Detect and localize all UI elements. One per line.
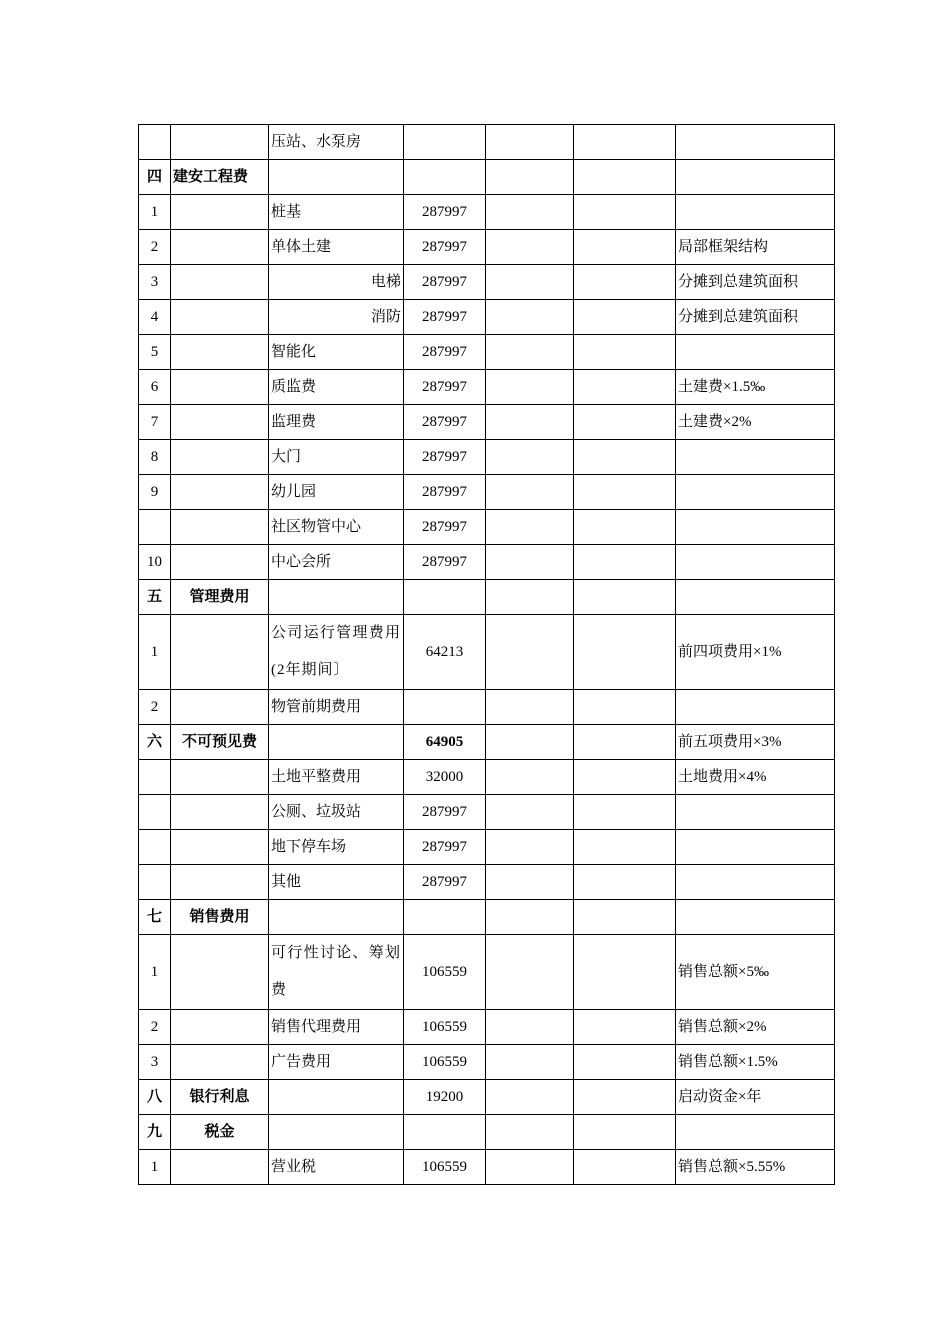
note-cell [676,830,835,865]
empty-cell [574,830,676,865]
item-name: 质监费 [269,370,404,405]
section-title: 税金 [171,1115,269,1150]
table-row [139,830,835,865]
section-title [171,690,269,725]
item-name: 可行性讨论、筹划费 [269,935,404,1010]
item-name: 单体土建 [269,230,404,265]
empty-cell [486,690,574,725]
note-cell [676,900,835,935]
note-cell [676,580,835,615]
item-name: 营业税 [269,1150,404,1185]
section-title [171,300,269,335]
empty-cell [486,830,574,865]
note-cell [676,125,835,160]
section-title [171,865,269,900]
row-index: 五 [139,580,171,615]
note-cell: 局部框架结构 [676,230,835,265]
amount-cell: 287997 [404,195,486,230]
note-cell: 前五项费用×3% [676,725,835,760]
empty-cell [574,865,676,900]
amount-cell: 32000 [404,760,486,795]
amount-cell [404,900,486,935]
row-index: 10 [139,545,171,580]
section-title [171,1150,269,1185]
section-title [171,935,269,1010]
table-row [139,440,835,475]
row-index [139,830,171,865]
section-title [171,1045,269,1080]
section-row [139,160,835,195]
note-cell: 土地费用×4% [676,760,835,795]
table-row [139,300,835,335]
empty-cell [574,690,676,725]
row-index: 1 [139,615,171,690]
section-title [171,830,269,865]
section-title [171,475,269,510]
amount-cell: 287997 [404,300,486,335]
item-name: 销售代理费用 [269,1010,404,1045]
row-index: 3 [139,1045,171,1080]
section-title [171,615,269,690]
amount-cell [404,1115,486,1150]
amount-cell: 287997 [404,335,486,370]
table-row [139,125,835,160]
empty-cell [486,370,574,405]
empty-cell [574,725,676,760]
empty-cell [486,760,574,795]
amount-cell: 287997 [404,475,486,510]
empty-cell [574,475,676,510]
row-index: 七 [139,900,171,935]
table-row [139,475,835,510]
row-index: 四 [139,160,171,195]
empty-cell [574,265,676,300]
empty-cell [486,300,574,335]
amount-cell: 64905 [404,725,486,760]
empty-cell [574,760,676,795]
note-cell [676,690,835,725]
amount-cell: 287997 [404,440,486,475]
empty-cell [486,125,574,160]
note-cell: 土建费×1.5‰ [676,370,835,405]
note-cell [676,865,835,900]
item-name: 消防 [269,300,404,335]
empty-cell [574,1080,676,1115]
row-index: 7 [139,405,171,440]
empty-cell [574,935,676,1010]
section-row [139,1080,835,1115]
amount-cell: 64213 [404,615,486,690]
row-index [139,760,171,795]
row-index: 6 [139,370,171,405]
amount-cell: 19200 [404,1080,486,1115]
empty-cell [486,865,574,900]
item-name: 物管前期费用 [269,690,404,725]
table-row [139,795,835,830]
amount-cell: 106559 [404,1150,486,1185]
table-row [139,1045,835,1080]
section-title [171,760,269,795]
item-name: 大门 [269,440,404,475]
empty-cell [486,935,574,1010]
empty-cell [574,580,676,615]
row-index: 九 [139,1115,171,1150]
empty-cell [574,125,676,160]
section-title [171,230,269,265]
empty-cell [486,1045,574,1080]
row-index: 4 [139,300,171,335]
amount-cell [404,125,486,160]
table-row [139,690,835,725]
section-title: 不可预见费 [171,725,269,760]
note-cell: 销售总额×2% [676,1010,835,1045]
note-cell: 分摊到总建筑面积 [676,265,835,300]
row-index [139,125,171,160]
table-row [139,1150,835,1185]
item-name: 其他 [269,865,404,900]
amount-cell: 287997 [404,370,486,405]
note-cell: 土建费×2% [676,405,835,440]
row-index: 八 [139,1080,171,1115]
row-index: 9 [139,475,171,510]
empty-cell [574,1150,676,1185]
item-name: 幼儿园 [269,475,404,510]
amount-cell: 287997 [404,230,486,265]
amount-cell: 287997 [404,795,486,830]
section-title [171,1010,269,1045]
empty-cell [574,335,676,370]
row-index: 5 [139,335,171,370]
item-name: 中心会所 [269,545,404,580]
empty-cell [486,795,574,830]
table-row [139,510,835,545]
table-row [139,545,835,580]
table-row [139,230,835,265]
table-row [139,405,835,440]
cost-estimate-table [138,124,835,1185]
empty-cell [574,230,676,265]
table-row [139,760,835,795]
row-index: 3 [139,265,171,300]
amount-cell: 106559 [404,1045,486,1080]
section-title [171,545,269,580]
section-title [171,195,269,230]
item-name [269,160,404,195]
item-name [269,1080,404,1115]
empty-cell [574,1115,676,1150]
row-index: 8 [139,440,171,475]
empty-cell [486,160,574,195]
row-index [139,510,171,545]
row-index: 1 [139,1150,171,1185]
empty-cell [574,195,676,230]
table-row [139,1010,835,1045]
empty-cell [486,405,574,440]
note-cell [676,1115,835,1150]
table-row [139,195,835,230]
item-name: 监理费 [269,405,404,440]
section-row [139,900,835,935]
row-index: 1 [139,935,171,1010]
empty-cell [486,1150,574,1185]
item-name: 压站、水泵房 [269,125,404,160]
section-title: 管理费用 [171,580,269,615]
amount-cell: 287997 [404,265,486,300]
row-index: 2 [139,230,171,265]
amount-cell: 287997 [404,830,486,865]
note-cell: 销售总额×5‰ [676,935,835,1010]
section-title [171,510,269,545]
note-cell [676,440,835,475]
empty-cell [574,405,676,440]
note-cell [676,335,835,370]
row-index: 六 [139,725,171,760]
section-row [139,1115,835,1150]
item-name [269,1115,404,1150]
row-index: 2 [139,1010,171,1045]
table-row [139,935,835,1010]
row-index [139,865,171,900]
empty-cell [486,615,574,690]
section-title [171,795,269,830]
empty-cell [574,615,676,690]
section-title: 销售费用 [171,900,269,935]
note-cell [676,195,835,230]
empty-cell [574,370,676,405]
table-row [139,615,835,690]
empty-cell [486,1080,574,1115]
amount-cell: 106559 [404,935,486,1010]
amount-cell: 287997 [404,510,486,545]
empty-cell [486,900,574,935]
empty-cell [574,440,676,475]
empty-cell [486,725,574,760]
note-cell [676,510,835,545]
item-name: 广告费用 [269,1045,404,1080]
section-title [171,405,269,440]
section-title [171,125,269,160]
note-cell [676,160,835,195]
section-row [139,580,835,615]
note-cell [676,545,835,580]
item-name: 桩基 [269,195,404,230]
empty-cell [574,510,676,545]
empty-cell [574,1010,676,1045]
amount-cell: 106559 [404,1010,486,1045]
empty-cell [486,510,574,545]
empty-cell [486,265,574,300]
item-name [269,725,404,760]
section-title: 银行利息 [171,1080,269,1115]
empty-cell [574,545,676,580]
amount-cell [404,580,486,615]
empty-cell [574,160,676,195]
empty-cell [574,900,676,935]
item-name: 公厕、垃圾站 [269,795,404,830]
note-cell: 销售总额×1.5% [676,1045,835,1080]
note-cell: 启动资金×年 [676,1080,835,1115]
note-cell [676,795,835,830]
section-title [171,335,269,370]
table-row [139,865,835,900]
section-title: 建安工程费 [171,160,269,195]
item-name: 土地平整费用 [269,760,404,795]
table-row [139,265,835,300]
item-name: 智能化 [269,335,404,370]
section-row [139,725,835,760]
item-name [269,580,404,615]
section-title [171,440,269,475]
note-cell: 前四项费用×1% [676,615,835,690]
note-cell [676,475,835,510]
empty-cell [574,795,676,830]
note-cell: 销售总额×5.55% [676,1150,835,1185]
empty-cell [486,1010,574,1045]
item-name: 地下停车场 [269,830,404,865]
empty-cell [574,1045,676,1080]
row-index: 2 [139,690,171,725]
amount-cell: 287997 [404,545,486,580]
amount-cell [404,690,486,725]
empty-cell [486,230,574,265]
empty-cell [486,1115,574,1150]
item-name [269,900,404,935]
row-index: 1 [139,195,171,230]
amount-cell: 287997 [404,405,486,440]
section-title [171,265,269,300]
amount-cell: 287997 [404,865,486,900]
empty-cell [486,440,574,475]
item-name: 电梯 [269,265,404,300]
empty-cell [486,580,574,615]
empty-cell [574,300,676,335]
empty-cell [486,475,574,510]
empty-cell [486,195,574,230]
empty-cell [486,545,574,580]
amount-cell [404,160,486,195]
row-index [139,795,171,830]
item-name: 社区物管中心 [269,510,404,545]
empty-cell [486,335,574,370]
table-row [139,370,835,405]
section-title [171,370,269,405]
table-row [139,335,835,370]
note-cell: 分摊到总建筑面积 [676,300,835,335]
item-name: 公司运行管理费用(2年期间〕 [269,615,404,690]
